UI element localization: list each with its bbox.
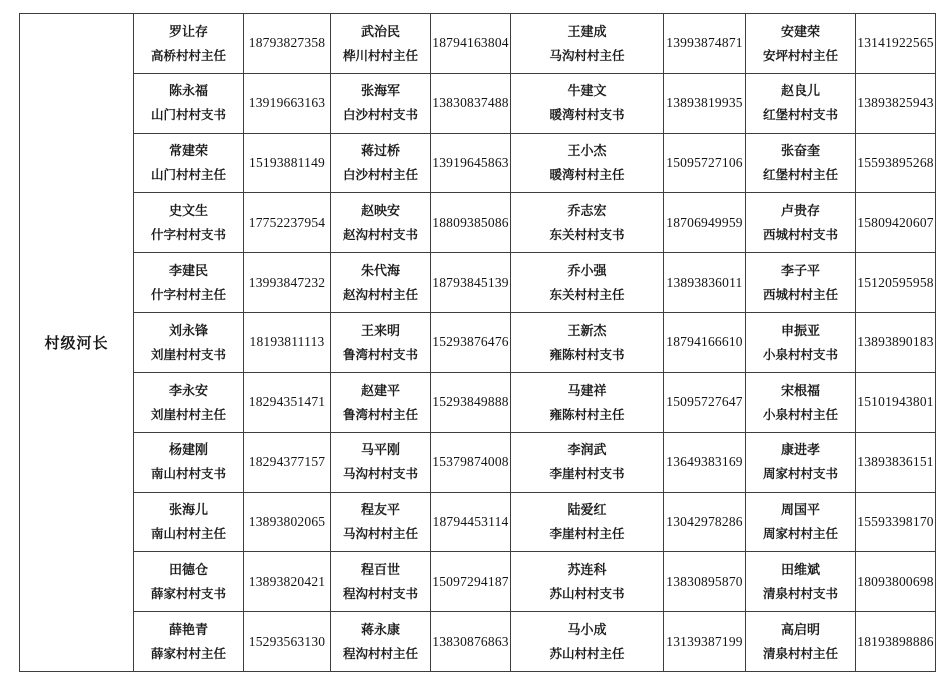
phone-cell [244,253,331,313]
person-cell-content [511,384,663,422]
phone-cell [431,133,511,193]
person-title: 雍陈村村主任 [549,407,625,422]
person-cell [511,73,664,133]
table-row [20,432,936,492]
person-name: 王小杰 [567,143,607,159]
phone-number: 13893836011 [666,274,743,290]
phone-cell [664,193,746,253]
phone-cell [856,14,936,74]
person-cell [746,432,856,492]
person-cell-content [511,25,663,63]
person-name: 李润武 [567,442,607,458]
person-name: 常建荣 [168,143,208,159]
person-cell [746,253,856,313]
phone-number: 13141922565 [857,35,934,51]
phone-cell [664,14,746,74]
phone-number: 15593398170 [857,513,934,529]
person-cell-content [746,623,855,661]
person-cell [134,193,244,253]
person-cell-content [511,563,663,601]
person-name: 李永安 [168,382,208,398]
phone-number: 13042978286 [666,513,743,529]
person-title: 周家村村主任 [762,527,838,542]
person-title: 山门村村主任 [150,168,226,183]
phone-cell [431,612,511,672]
person-cell-content [134,384,243,422]
phone-number: 13139387199 [666,633,743,649]
person-cell [331,313,431,373]
person-name: 高启明 [780,621,820,637]
phone-number: 15193881149 [249,155,325,171]
person-cell [746,612,856,672]
person-name: 牛建文 [567,83,607,99]
person-title: 白沙村村支书 [342,108,418,123]
phone-number: 13893836151 [857,454,934,470]
person-title: 马沟村村主任 [549,48,625,63]
person-cell [134,372,244,432]
phone-number: 13993847232 [248,274,326,290]
person-name: 蒋永康 [360,621,400,637]
person-title: 鲁湾村村主任 [342,407,418,422]
person-cell-content [331,84,430,122]
person-cell [511,612,664,672]
person-name: 刘永锋 [168,322,208,338]
person-name: 陈永福 [168,83,208,99]
table-row [20,193,936,253]
person-name: 赵良儿 [780,83,820,99]
phone-cell [244,612,331,672]
person-cell-content [511,324,663,362]
phone-number: 15097294187 [432,573,509,589]
person-cell [134,612,244,672]
person-name: 康进孝 [780,442,820,458]
person-cell-content [134,503,243,541]
phone-cell [431,14,511,74]
person-cell-content [511,144,663,182]
person-cell-content [331,503,430,541]
phone-cell [244,193,331,253]
person-title: 赵沟村村支书 [342,228,418,243]
person-title: 什字村村主任 [150,287,226,302]
phone-number: 18809385086 [432,214,509,230]
person-name: 朱代海 [360,262,400,278]
phone-cell [431,432,511,492]
person-name: 赵映安 [360,203,400,219]
phone-cell [244,372,331,432]
person-cell [331,612,431,672]
person-name: 赵建平 [360,382,400,398]
person-cell-content [746,503,855,541]
person-title: 暖湾村村主任 [549,168,625,183]
phone-number: 13919645863 [432,155,509,171]
person-title: 刘崖村村支书 [150,347,226,362]
person-cell [331,133,431,193]
person-cell [746,313,856,373]
table-row [20,492,936,552]
person-name: 马建祥 [567,382,607,398]
phone-number: 13830837488 [432,95,509,111]
person-cell [331,492,431,552]
person-cell [331,73,431,133]
person-cell [511,193,664,253]
phone-number: 18794166610 [666,334,743,350]
person-cell-content [134,144,243,182]
table-row [20,552,936,612]
phone-cell [244,73,331,133]
person-title: 小泉村村主任 [762,407,838,422]
person-cell [331,253,431,313]
person-cell [746,133,856,193]
person-title: 红堡村村支书 [762,108,838,123]
person-cell [746,372,856,432]
person-cell [511,552,664,612]
person-cell [511,253,664,313]
phone-cell [856,253,936,313]
phone-cell [664,612,746,672]
person-cell [134,432,244,492]
person-cell [331,372,431,432]
phone-number: 13993874871 [666,35,743,51]
person-cell-content [331,623,430,661]
person-cell [746,73,856,133]
phone-number: 15293876476 [432,334,509,350]
person-name: 程友平 [360,502,400,518]
person-title: 小泉村村支书 [762,347,838,362]
person-title: 薛家村村支书 [150,586,226,601]
person-cell-content [746,324,855,362]
person-title: 苏山村村支书 [549,586,625,601]
person-title: 李崖村村支书 [549,467,625,482]
person-name: 田德仓 [168,561,208,577]
phone-number: 18793827358 [248,35,326,51]
phone-number: 13893820421 [248,573,326,589]
phone-cell [664,133,746,193]
person-cell [331,193,431,253]
person-cell [134,492,244,552]
phone-cell [664,492,746,552]
person-title: 薛家村村主任 [150,646,226,661]
person-cell [134,73,244,133]
phone-cell [856,133,936,193]
person-name: 安建荣 [780,23,820,39]
phone-number: 18093800698 [857,573,934,589]
person-title: 鲁湾村村支书 [342,347,418,362]
phone-number: 17752237954 [248,214,326,230]
person-name: 陆爱红 [567,502,607,518]
person-title: 山门村村支书 [150,108,226,123]
person-title: 西城村村支书 [762,228,838,243]
person-cell-content [746,563,855,601]
phone-number: 13830895870 [666,573,743,589]
person-title: 马沟村村主任 [342,527,418,542]
person-cell-content [746,144,855,182]
person-name: 李子平 [780,262,820,278]
person-name: 程百世 [360,561,400,577]
person-title: 什字村村支书 [150,228,226,243]
person-cell-content [331,25,430,63]
row-group-header: 村级河长 [20,14,134,672]
phone-cell [664,552,746,612]
person-cell [511,492,664,552]
phone-number: 15293849888 [432,394,509,410]
person-title: 刘崖村村主任 [150,407,226,422]
phone-number: 15095727647 [666,394,743,410]
person-cell-content [746,84,855,122]
phone-number: 18793845139 [432,274,509,290]
person-cell [134,552,244,612]
phone-cell [664,253,746,313]
phone-cell [244,133,331,193]
phone-cell [856,193,936,253]
person-cell-content [134,204,243,242]
phone-cell [856,73,936,133]
table-row [20,313,936,373]
person-cell [746,14,856,74]
table-row [20,133,936,193]
person-title: 清泉村村支书 [762,586,838,601]
person-cell [511,432,664,492]
person-cell-content [134,25,243,63]
person-cell [134,313,244,373]
person-title: 程沟村村支书 [342,586,418,601]
person-name: 申振亚 [780,322,820,338]
person-title: 周家村村支书 [762,467,838,482]
person-name: 马小成 [567,621,607,637]
phone-number: 18706949959 [666,214,743,230]
person-name: 薛艳青 [168,621,208,637]
person-cell-content [134,264,243,302]
person-cell-content [331,204,430,242]
phone-number: 13919663163 [248,95,326,111]
person-cell-content [511,204,663,242]
person-cell-content [511,264,663,302]
person-name: 宋根福 [780,382,820,398]
phone-cell [244,552,331,612]
person-name: 乔小强 [567,262,607,278]
phone-cell [431,552,511,612]
person-cell [511,372,664,432]
person-name: 张海儿 [168,502,208,518]
person-name: 蒋过桥 [360,143,400,159]
person-name: 田维斌 [780,561,820,577]
person-cell-content [746,384,855,422]
table-body [20,14,936,672]
person-cell [511,133,664,193]
phone-number: 13893825943 [857,95,934,111]
person-cell [511,14,664,74]
person-title: 白沙村村主任 [342,168,418,183]
person-name: 卢贵存 [780,203,820,219]
person-name: 罗让存 [168,23,208,39]
person-cell-content [134,324,243,362]
person-cell [746,492,856,552]
person-name: 周国平 [780,502,820,518]
phone-cell [431,253,511,313]
person-cell-content [511,503,663,541]
person-name: 李建民 [168,262,208,278]
person-cell-content [331,324,430,362]
person-name: 王来明 [360,322,400,338]
phone-number: 18294351471 [248,394,326,410]
phone-number: 15809420607 [857,214,934,230]
person-cell-content [331,563,430,601]
person-cell-content [134,563,243,601]
phone-number: 18794453114 [432,513,509,529]
person-name: 史文生 [168,203,208,219]
person-title: 东关村村主任 [549,287,625,302]
phone-number: 13649383169 [666,454,743,470]
person-title: 程沟村村主任 [342,646,418,661]
phone-number: 13893890183 [857,334,934,350]
person-title: 赵沟村村主任 [342,287,418,302]
phone-number: 15593895268 [857,155,934,171]
person-cell [746,193,856,253]
person-cell-content [511,443,663,481]
person-cell [331,14,431,74]
person-cell [511,313,664,373]
person-name: 马平刚 [360,442,400,458]
phone-number: 15095727106 [666,155,743,171]
person-cell-content [746,443,855,481]
phone-cell [244,313,331,373]
person-cell-content [331,264,430,302]
phone-cell [664,73,746,133]
phone-cell [431,73,511,133]
person-title: 安坪村村主任 [762,48,838,63]
person-title: 东关村村支书 [549,228,625,243]
person-cell [134,253,244,313]
person-cell-content [134,84,243,122]
phone-cell [856,492,936,552]
table-row [20,14,936,74]
person-cell-content [331,384,430,422]
phone-number: 18294377157 [248,454,326,470]
phone-cell [244,14,331,74]
phone-number: 18193811113 [249,334,325,350]
table-row [20,612,936,672]
phone-cell [664,432,746,492]
person-cell-content [746,264,855,302]
phone-cell [664,313,746,373]
person-title: 南山村村主任 [150,527,226,542]
person-title: 马沟村村支书 [342,467,418,482]
phone-number: 18193898886 [857,633,934,649]
table-row [20,372,936,432]
person-title: 李崖村村主任 [549,527,625,542]
person-title: 雍陈村村支书 [549,347,625,362]
person-name: 苏连科 [567,561,607,577]
person-cell-content [746,25,855,63]
phone-cell [431,492,511,552]
person-cell-content [134,623,243,661]
person-name: 武治民 [360,23,400,39]
phone-number: 13830876863 [432,633,509,649]
phone-number: 15120595958 [857,274,934,290]
person-cell-content [134,443,243,481]
person-title: 南山村村支书 [150,467,226,482]
person-name: 王建成 [567,23,607,39]
phone-number: 13893802065 [248,513,326,529]
person-cell-content [331,443,430,481]
phone-cell [856,612,936,672]
phone-cell [856,313,936,373]
phone-cell [856,372,936,432]
person-name: 乔志宏 [567,203,607,219]
phone-cell [431,193,511,253]
person-cell [746,552,856,612]
phone-cell [856,552,936,612]
phone-number: 18794163804 [432,35,509,51]
person-cell-content [331,144,430,182]
person-title: 桦川村村主任 [342,48,418,63]
person-name: 王新杰 [567,322,607,338]
person-cell-content [511,84,663,122]
table-row [20,73,936,133]
person-name: 张海军 [360,83,400,99]
person-title: 高桥村村主任 [150,48,226,63]
person-cell-content [511,623,663,661]
phone-cell [664,372,746,432]
phone-number: 15293563130 [248,633,326,649]
person-cell [331,432,431,492]
person-cell [331,552,431,612]
table-row [20,253,936,313]
phone-cell [244,432,331,492]
person-title: 苏山村村主任 [549,646,625,661]
person-cell [134,133,244,193]
person-cell [134,14,244,74]
phone-cell [856,432,936,492]
phone-number: 15379874008 [432,454,509,470]
person-name: 杨建刚 [168,442,208,458]
person-name: 张奋奎 [780,143,820,159]
phone-cell [431,313,511,373]
phone-number: 15101943801 [857,394,934,410]
phone-number: 13893819935 [666,95,743,111]
person-cell-content [746,204,855,242]
person-title: 清泉村村主任 [762,646,838,661]
person-title: 暖湾村村支书 [549,108,625,123]
person-title: 红堡村村主任 [762,168,838,183]
phone-cell [431,372,511,432]
person-title: 西城村村主任 [762,287,838,302]
phone-cell [244,492,331,552]
river-chief-contacts-table [19,13,936,672]
